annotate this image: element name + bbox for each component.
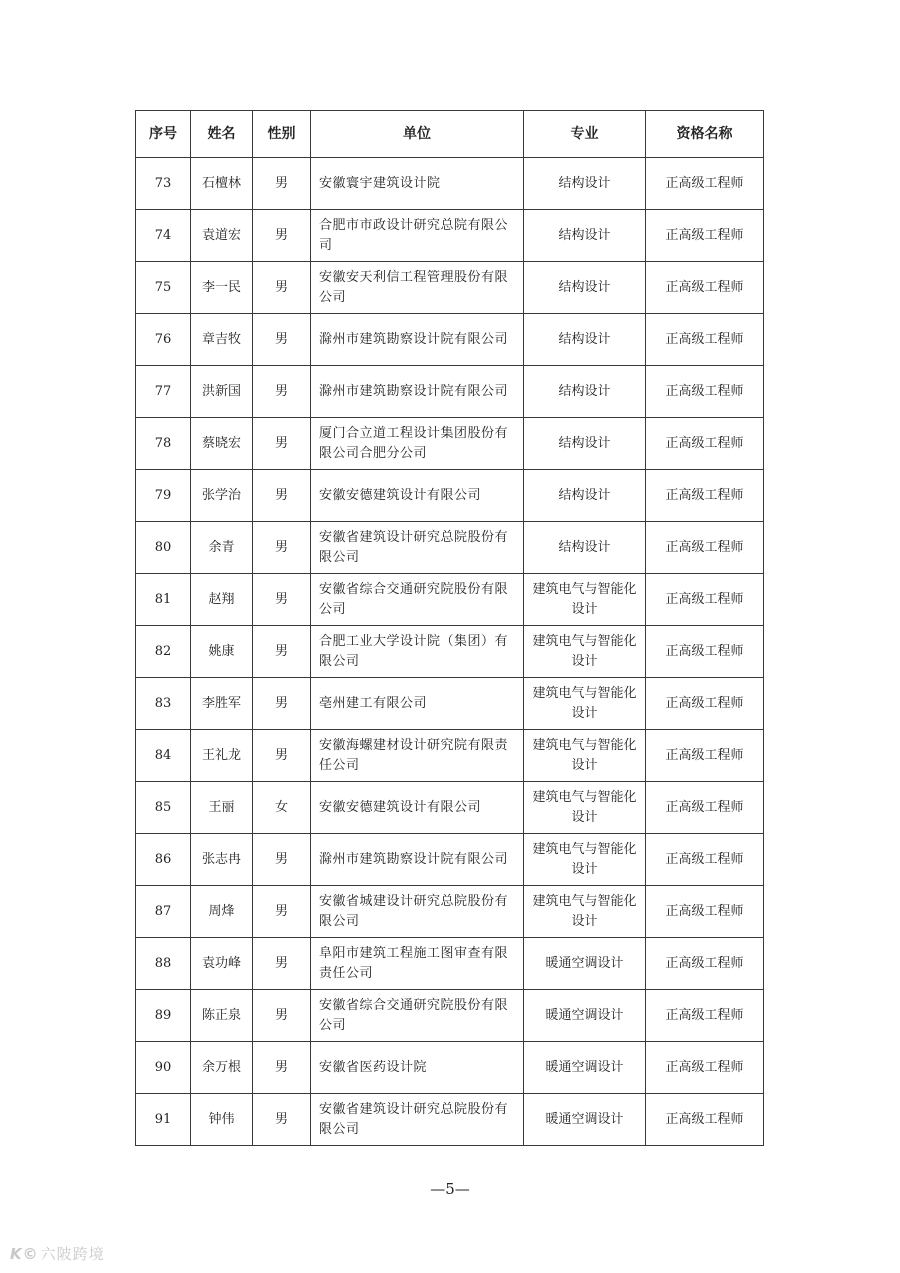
cell-major: 建筑电气与智能化设计: [524, 886, 646, 938]
header-name: 姓名: [191, 111, 253, 158]
table-row: [136, 314, 764, 366]
cell-index: 87: [136, 886, 191, 938]
cell-gender: 男: [253, 574, 311, 626]
cell-name: 蔡晓宏: [191, 418, 253, 470]
cell-qualification: 正高级工程师: [646, 1042, 764, 1094]
cell-index: 79: [136, 470, 191, 522]
table-row: [136, 938, 764, 990]
cell-name: 张志冉: [191, 834, 253, 886]
cell-unit: 安徽安德建筑设计有限公司: [311, 782, 524, 834]
cell-major: 结构设计: [524, 470, 646, 522]
cell-qualification: 正高级工程师: [646, 782, 764, 834]
cell-qualification: 正高级工程师: [646, 262, 764, 314]
table-row: [136, 366, 764, 418]
cell-gender: 男: [253, 366, 311, 418]
cell-gender: 男: [253, 626, 311, 678]
header-major: 专业: [524, 111, 646, 158]
cell-major: 暖通空调设计: [524, 1042, 646, 1094]
cell-qualification: 正高级工程师: [646, 158, 764, 210]
cell-gender: 男: [253, 990, 311, 1042]
header-qualification: 资格名称: [646, 111, 764, 158]
cell-unit: 安徽省城建设计研究总院股份有限公司: [311, 886, 524, 938]
cell-qualification: 正高级工程师: [646, 990, 764, 1042]
cell-major: 结构设计: [524, 158, 646, 210]
cell-major: 暖通空调设计: [524, 990, 646, 1042]
cell-gender: 男: [253, 158, 311, 210]
cell-major: 建筑电气与智能化设计: [524, 574, 646, 626]
cell-index: 85: [136, 782, 191, 834]
cell-index: 77: [136, 366, 191, 418]
table-row: [136, 834, 764, 886]
cell-index: 73: [136, 158, 191, 210]
cell-qualification: 正高级工程师: [646, 938, 764, 990]
cell-unit: 滁州市建筑勘察设计院有限公司: [311, 366, 524, 418]
table-row: [136, 470, 764, 522]
table-header-row: [136, 111, 764, 158]
cell-major: 结构设计: [524, 262, 646, 314]
cell-gender: 男: [253, 834, 311, 886]
cell-index: 83: [136, 678, 191, 730]
table-row: [136, 782, 764, 834]
cell-major: 结构设计: [524, 366, 646, 418]
cell-index: 86: [136, 834, 191, 886]
cell-qualification: 正高级工程师: [646, 886, 764, 938]
cell-index: 80: [136, 522, 191, 574]
cell-name: 袁功峰: [191, 938, 253, 990]
cell-index: 82: [136, 626, 191, 678]
table-row: [136, 1042, 764, 1094]
cell-name: 洪新国: [191, 366, 253, 418]
cell-qualification: 正高级工程师: [646, 730, 764, 782]
cell-unit: 安徽安天利信工程管理股份有限公司: [311, 262, 524, 314]
cell-unit: 滁州市建筑勘察设计院有限公司: [311, 314, 524, 366]
cell-qualification: 正高级工程师: [646, 210, 764, 262]
cell-unit: 安徽省建筑设计研究总院股份有限公司: [311, 522, 524, 574]
cell-unit: 安徽省建筑设计研究总院股份有限公司: [311, 1094, 524, 1146]
cell-unit: 合肥工业大学设计院（集团）有限公司: [311, 626, 524, 678]
cell-unit: 安徽省综合交通研究院股份有限公司: [311, 574, 524, 626]
cell-qualification: 正高级工程师: [646, 574, 764, 626]
table-row: [136, 1094, 764, 1146]
cell-name: 钟伟: [191, 1094, 253, 1146]
cell-qualification: 正高级工程师: [646, 314, 764, 366]
cell-name: 张学治: [191, 470, 253, 522]
cell-index: 91: [136, 1094, 191, 1146]
qualification-table: [135, 110, 764, 1146]
table-row: [136, 678, 764, 730]
cell-unit: 亳州建工有限公司: [311, 678, 524, 730]
table-row: [136, 626, 764, 678]
cell-qualification: 正高级工程师: [646, 366, 764, 418]
cell-index: 78: [136, 418, 191, 470]
cell-index: 88: [136, 938, 191, 990]
page-number: —5—: [430, 1180, 470, 1198]
table-row: [136, 522, 764, 574]
cell-gender: 男: [253, 470, 311, 522]
header-index: 序号: [136, 111, 191, 158]
cell-qualification: 正高级工程师: [646, 834, 764, 886]
watermark: [10, 1243, 105, 1264]
cell-gender: 男: [253, 1042, 311, 1094]
table-row: [136, 158, 764, 210]
cell-name: 姚康: [191, 626, 253, 678]
cell-qualification: 正高级工程师: [646, 522, 764, 574]
cell-qualification: 正高级工程师: [646, 418, 764, 470]
table-row: [136, 262, 764, 314]
table-body: [136, 158, 764, 1146]
cell-major: 结构设计: [524, 418, 646, 470]
cell-gender: 女: [253, 782, 311, 834]
cell-name: 余万根: [191, 1042, 253, 1094]
cell-qualification: 正高级工程师: [646, 1094, 764, 1146]
cell-major: 暖通空调设计: [524, 1094, 646, 1146]
cell-major: 建筑电气与智能化设计: [524, 834, 646, 886]
cell-index: 76: [136, 314, 191, 366]
cell-unit: 安徽省综合交通研究院股份有限公司: [311, 990, 524, 1042]
cell-unit: 安徽安德建筑设计有限公司: [311, 470, 524, 522]
cell-name: 王礼龙: [191, 730, 253, 782]
cell-unit: 厦门合立道工程设计集团股份有限公司合肥分公司: [311, 418, 524, 470]
cell-qualification: 正高级工程师: [646, 626, 764, 678]
cell-major: 建筑电气与智能化设计: [524, 782, 646, 834]
cell-major: 暖通空调设计: [524, 938, 646, 990]
cell-name: 李一民: [191, 262, 253, 314]
table-row: [136, 574, 764, 626]
table-row: [136, 418, 764, 470]
cell-index: 74: [136, 210, 191, 262]
cell-unit: 阜阳市建筑工程施工图审查有限责任公司: [311, 938, 524, 990]
watermark-text: 六陂跨境: [40, 1245, 105, 1263]
cell-gender: 男: [253, 938, 311, 990]
cell-gender: 男: [253, 262, 311, 314]
watermark-logo: K©: [10, 1245, 39, 1263]
cell-gender: 男: [253, 730, 311, 782]
cell-major: 建筑电气与智能化设计: [524, 730, 646, 782]
header-gender: 性别: [253, 111, 311, 158]
cell-unit: 合肥市市政设计研究总院有限公司: [311, 210, 524, 262]
cell-index: 90: [136, 1042, 191, 1094]
cell-gender: 男: [253, 1094, 311, 1146]
cell-gender: 男: [253, 678, 311, 730]
cell-qualification: 正高级工程师: [646, 678, 764, 730]
cell-major: 建筑电气与智能化设计: [524, 626, 646, 678]
cell-gender: 男: [253, 886, 311, 938]
cell-name: 王丽: [191, 782, 253, 834]
cell-name: 周烽: [191, 886, 253, 938]
cell-index: 89: [136, 990, 191, 1042]
table-row: [136, 990, 764, 1042]
cell-unit: 安徽省医药设计院: [311, 1042, 524, 1094]
cell-qualification: 正高级工程师: [646, 470, 764, 522]
cell-major: 结构设计: [524, 210, 646, 262]
table-row: [136, 730, 764, 782]
cell-name: 余青: [191, 522, 253, 574]
cell-name: 赵翔: [191, 574, 253, 626]
cell-name: 石檀林: [191, 158, 253, 210]
header-unit: 单位: [311, 111, 524, 158]
table-row: [136, 886, 764, 938]
cell-name: 李胜军: [191, 678, 253, 730]
cell-major: 建筑电气与智能化设计: [524, 678, 646, 730]
cell-index: 75: [136, 262, 191, 314]
table-row: [136, 210, 764, 262]
cell-name: 陈正泉: [191, 990, 253, 1042]
cell-gender: 男: [253, 522, 311, 574]
cell-gender: 男: [253, 418, 311, 470]
cell-major: 结构设计: [524, 522, 646, 574]
cell-gender: 男: [253, 314, 311, 366]
cell-index: 84: [136, 730, 191, 782]
cell-name: 袁道宏: [191, 210, 253, 262]
cell-index: 81: [136, 574, 191, 626]
cell-unit: 滁州市建筑勘察设计院有限公司: [311, 834, 524, 886]
cell-unit: 安徽海螺建材设计研究院有限责任公司: [311, 730, 524, 782]
cell-gender: 男: [253, 210, 311, 262]
cell-name: 章吉牧: [191, 314, 253, 366]
cell-unit: 安徽寰宇建筑设计院: [311, 158, 524, 210]
cell-major: 结构设计: [524, 314, 646, 366]
